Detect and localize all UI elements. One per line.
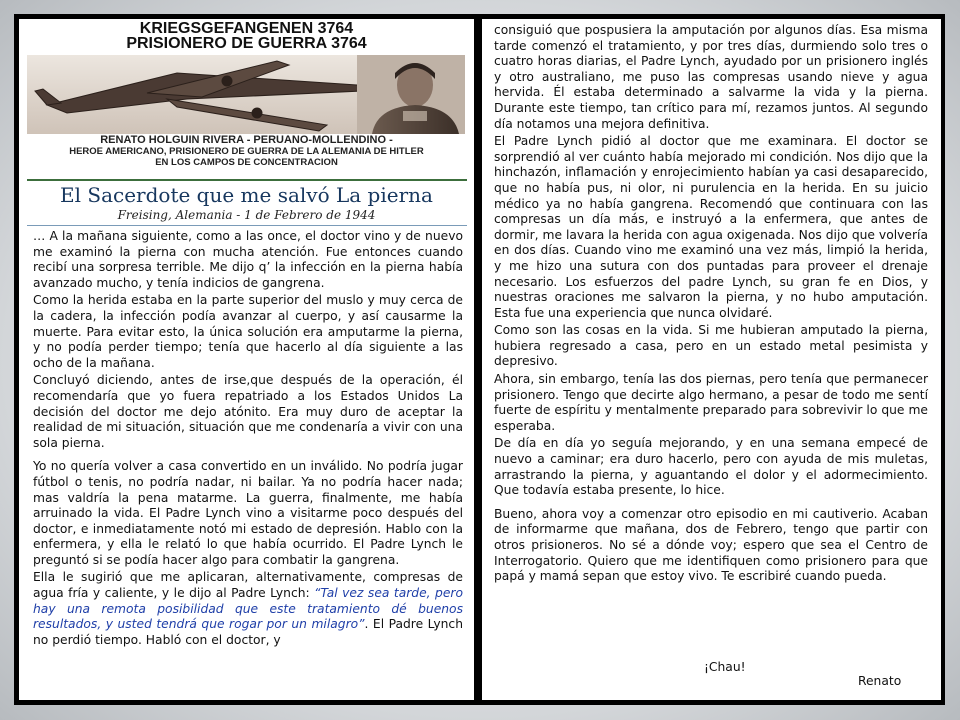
article-title: El Sacerdote que me salvó La pierna	[60, 183, 433, 207]
paragraph: Como son las cosas en la vida. Si me hubieran amputado la pierna, hubiera regresado a casa, pero en un estado metal pesimista y depresivo.	[494, 323, 928, 369]
paragraph: De día en día yo seguía mejorando, y en una semana empecé de nuevo a caminar; era duro hacerlo, pero con ayuda de mis muletas, arrastrando la pierna, y aguantando el dolor y el adormecimiento. Que todavía estaba presente, lo hice.	[494, 436, 928, 498]
subheader-desc-2: EN LOS CAMPOS DE CONCENTRACION	[155, 157, 338, 168]
paragraph: Yo no quería volver a casa convertido en un inválido. No podría jugar fútbol o tenis, no podría nadar, ni bailar. Ya no podría hacer nada; mas valdría la pena matarme. La guerra, finalmente, me había arruinado la vida. El Padre Lynch vino a visitarme poco después del doctor, e inmediatamente notó mi estado de depresión. Hablo con la enfermera, y ella le relató lo que había ocurrido. El Padre Lynch le preguntó si se podía hacer algo para combatir la gangrena.	[33, 459, 463, 567]
paragraph: consiguió que pospusiera la amputación por algunos días. Esa misma tarde comenzó el tratamiento, y por tres días, durmiendo solo tres o cuatro horas diarias, el Padre Lynch, ayudado por un prisionero inglés y otro australiano, me puso las compresas usando nieve y agua hervida. Él estaba determinado a salvarme la vida y la pierna. Durante este tiempo, tan crítico para mí, rezamos juntos. Al segundo día notamos una mejora definitiva.	[494, 23, 928, 131]
paragraph: … A la mañana siguiente, como a las once, el doctor vino y de nuevo me examinó la pierna con mucha atención. Fue entonces cuando recibí una sorpresa terrible. Me dijo q’ la infección en la pierna había avanzado mucho, y tenía indicios de gangrena.	[33, 229, 463, 290]
bomber-and-soldier-illustration	[27, 55, 465, 134]
text-before-quote: Ella le sugirió que me aplicaran, alternativamente, compresas de agua fría y caliente, y le dijo al Padre Lynch:	[33, 570, 463, 601]
paragraph: Concluyó diciendo, antes de irse,que después de la operación, él recomendaría que yo fuera repatriado a los Estados Unidos La decisión del doctor me dejo atónito. Era muy duro de aceptar la realidad de mi situación, situación que me condenaría a vivir con una sola pierna.	[33, 373, 463, 450]
soldier-portrait-icon	[357, 55, 465, 134]
header-line-spanish: PRISIONERO DE GUERRA 3764	[126, 35, 367, 52]
farewell: ¡Chau!	[704, 660, 746, 674]
signature: Renato	[858, 674, 902, 688]
paragraph: El Padre Lynch pidió al doctor que me examinara. El doctor se sorprendió al ver cuánto había mejorado mi condición. Nos dijo que la hinchazón, inflamación y enrojecimiento habían ya casi desaparecido, que no había pus, ni olor, ni purulencia en la herida. En su juicio médico ya no había gangrena. Recomendó que continuara con las compresas un día más, e instruyó a la enfermera, que antes de dormir, me lavara la herida con agua oxigenada. Nos dijo que volvería en dos días. Cuando vino me examinó una vez más, limpió la herida, y me hizo una sutura con dos puntadas para proveer el drenaje necesario. Los esfuerzos del padre Lynch, su gran fe en Dios, y nuestras oraciones me salvaron la pierna, y no hubo amputación. Esta fue una experiencia que nunca olvidaré.	[494, 134, 928, 320]
green-divider-top	[27, 179, 467, 181]
subheader	[19, 134, 474, 168]
subheader-name: RENATO HOLGUIN RIVERA - PERUANO-MOLLENDINO -	[100, 134, 393, 146]
paragraph: Ahora, sin embargo, tenía las dos piernas, pero tenía que permanecer prisionero. Tengo que decirte algo hermano, a pesar de todo me sentí fuerte de espíritu y mentalmente preparado para sobrevivir lo que me esperaba.	[494, 372, 928, 433]
header-title	[19, 21, 474, 51]
paragraph: Como la herida estaba en la parte superior del muslo y muy cerca de la cadera, la infección podía avanzar al cuerpo, y así causarme la muerte. Para evitar esto, la única solución era amputarme la pierna, y no podía perder tiempo; tenía que hacerlo al día siguiente a las ocho de la mañana.	[33, 293, 463, 370]
left-body-text	[33, 229, 463, 650]
right-column	[482, 19, 941, 700]
quote-text: “Tal vez sea tarde, pero hay una remota posibilidad que este tratamiento dé buenos resultados, y usted tendrá que rogar por un milagro”	[33, 586, 463, 632]
article-dateline: Freising, Alemania - 1 de Febrero de 1944	[117, 208, 376, 222]
blue-divider	[27, 225, 467, 226]
header-photo-collage	[27, 55, 465, 134]
left-column	[19, 19, 474, 700]
right-body-text	[494, 23, 928, 587]
header-line-german: KRIEGSGEFANGENEN 3764	[139, 20, 354, 37]
subheader-desc-1: HEROE AMERICANO, PRISIONERO DE GUERRA DE LA ALEMANIA DE HITLER	[69, 146, 424, 157]
closing-paragraph: Bueno, ahora voy a comenzar otro episodio en mi cautiverio. Acaban de informarme que mañana, dos de Febrero, tengo que partir con otros prisioneros. No sé a dónde voy; espero que sea el Centro de Interrogatorio. Quiero que me identifiquen como prisionero para que papá y mamá sepan que estoy vivo. Te escribiré cuando pueda.	[494, 506, 928, 584]
text-after-quote: . El Padre Lynch no perdió tiempo. Habló con el doctor, y	[33, 617, 463, 647]
paragraph-with-quote	[33, 570, 463, 648]
